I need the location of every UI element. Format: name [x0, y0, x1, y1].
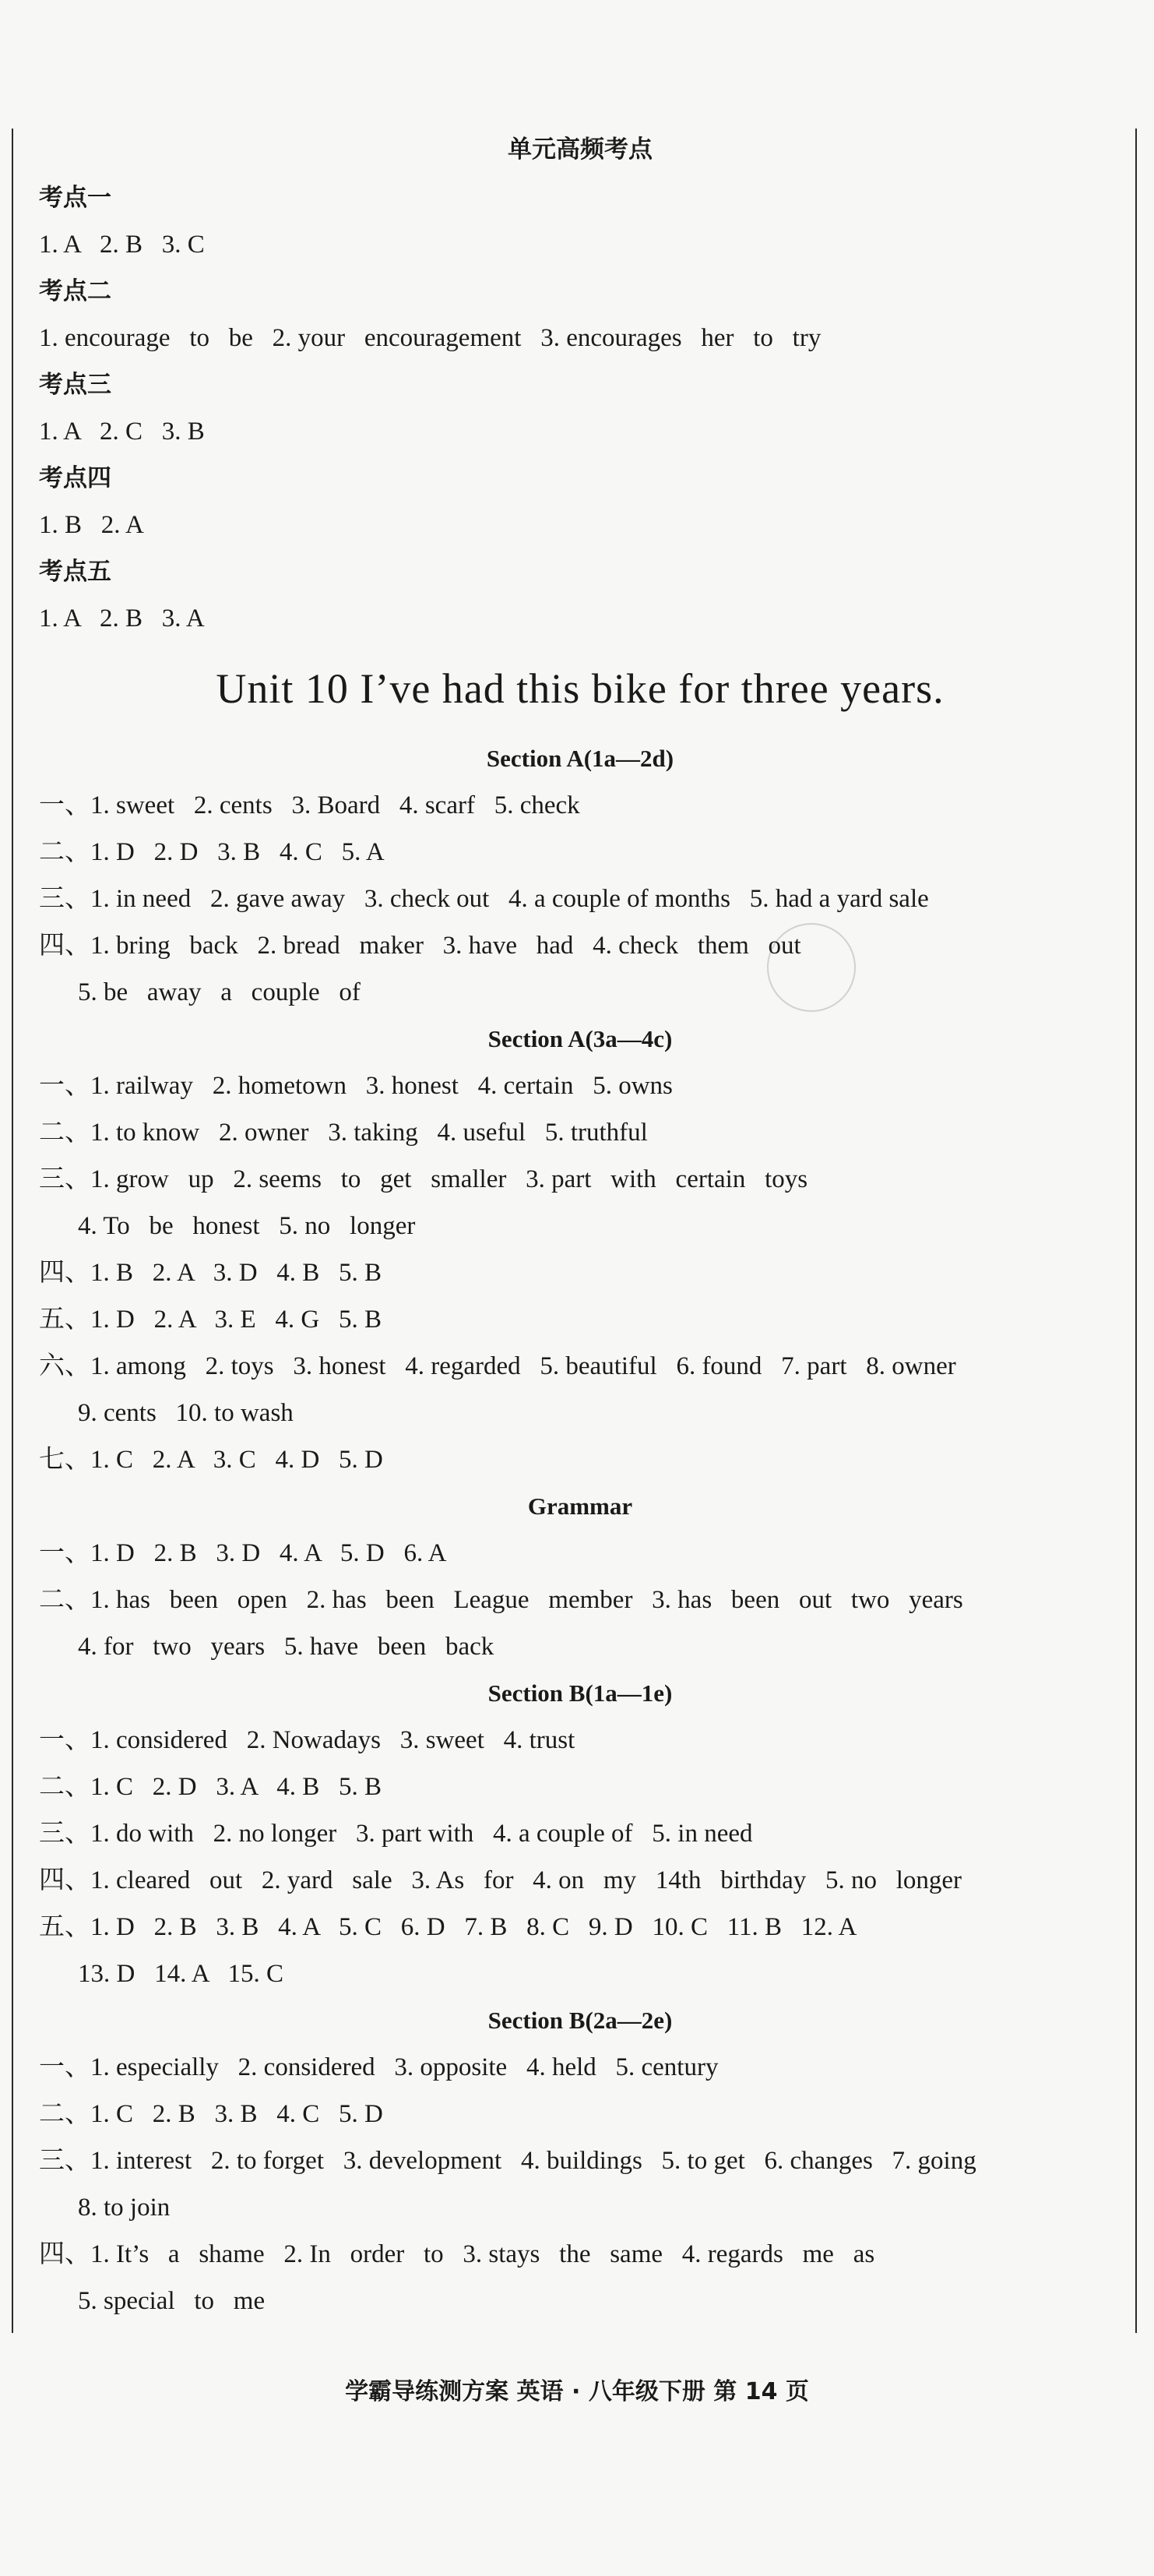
answer-line: 13. D 14. A 15. C [78, 1960, 284, 1988]
answer-line: 二、1. C 2. D 3. A 4. B 5. B [39, 1773, 382, 1801]
answer-line: 三、1. grow up 2. seems to get smaller 3. part with certain toys [39, 1165, 808, 1193]
answer-line: 三、1. do with 2. no longer 3. part with 4. a couple of 5. in need [39, 1820, 753, 1848]
answer-line: 二、1. to know 2. owner 3. taking 4. useful 5. truthful [39, 1119, 648, 1147]
section-title: Grammar [527, 1492, 633, 1520]
section-title: Section B(2a—2e) [487, 2007, 673, 2034]
unit-title: Unit 10 I’ve had this bike for three years. [216, 665, 945, 712]
answer-line: 六、1. among 2. toys 3. honest 4. regarded 5. beautiful 6. found 7. part 8. owner [39, 1352, 956, 1380]
answer-line: 二、1. C 2. B 3. B 4. C 5. D [39, 2100, 383, 2128]
keypoint-label: 考点二 [39, 277, 111, 305]
answer-line: 5. special to me [78, 2287, 266, 2315]
keypoint-label: 考点一 [39, 184, 111, 212]
answer-line: 一、1. railway 2. hometown 3. honest 4. certain 5. owns [39, 1072, 673, 1100]
answer-line: 二、1. has been open 2. has been League member 3. has been out two years [39, 1586, 963, 1614]
answer-line: 4. To be honest 5. no longer [78, 1212, 416, 1240]
answer-line: 七、1. C 2. A 3. C 4. D 5. D [39, 1446, 383, 1474]
right-border-line [1135, 129, 1137, 2333]
answer-line: 9. cents 10. to wash [78, 1399, 294, 1427]
section-title: Section A(3a—4c) [487, 1025, 673, 1052]
answer-line: 一、1. sweet 2. cents 3. Board 4. scarf 5. check [39, 791, 580, 819]
keypoint-answer: 1. B 2. A [39, 511, 144, 539]
answer-line: 四、1. B 2. A 3. D 4. B 5. B [39, 1259, 382, 1287]
unit-keypoints-heading: 单元高频考点 [508, 136, 653, 164]
answer-line: 二、1. D 2. D 3. B 4. C 5. A [39, 838, 385, 866]
keypoint-label: 考点五 [39, 558, 111, 586]
answer-line: 三、1. interest 2. to forget 3. development 4. buildings 5. to get 6. changes 7. going [39, 2147, 976, 2175]
answer-line: 8. to join [78, 2194, 171, 2222]
keypoints-list [39, 174, 1121, 642]
page-footer: 学霸导练测方案 英语 · 八年级下册 第 14 页 [345, 2378, 809, 2405]
section-title: Section A(1a—2d) [486, 745, 674, 772]
answer-line: 5. be away a couple of [78, 978, 361, 1006]
answer-line: 五、1. D 2. B 3. B 4. A 5. C 6. D 7. B 8. C 9. D 10. C 11. B 12. A [39, 1913, 857, 1941]
keypoint-answer: 1. A 2. B 3. A [39, 604, 205, 633]
answer-line: 四、1. bring back 2. bread maker 3. have had 4. check them out [39, 932, 801, 960]
keypoint-answer: 1. A 2. B 3. C [39, 231, 205, 259]
left-border-line [12, 129, 13, 2333]
section-title: Section B(1a—1e) [487, 1679, 673, 1707]
answer-line: 三、1. in need 2. gave away 3. check out 4. a couple of months 5. had a yard sale [39, 885, 929, 913]
answer-line: 四、1. cleared out 2. yard sale 3. As for 4. on my 14th birthday 5. no longer [39, 1866, 962, 1894]
answer-line: 一、1. D 2. B 3. D 4. A 5. D 6. A [39, 1539, 447, 1567]
answer-line: 四、1. It’s a shame 2. In order to 3. stays the same 4. regards me as [39, 2240, 875, 2268]
keypoint-label: 考点三 [39, 371, 111, 399]
answer-line: 一、1. considered 2. Nowadays 3. sweet 4. trust [39, 1726, 575, 1754]
keypoint-label: 考点四 [39, 464, 111, 492]
answer-line: 4. for two years 5. have been back [78, 1633, 494, 1661]
answer-line: 一、1. especially 2. considered 3. opposite 4. held 5. century [39, 2053, 719, 2081]
sections-list [39, 735, 1121, 2324]
answer-content [39, 125, 1121, 2324]
keypoint-answer: 1. encourage to be 2. your encouragement 3. encourages her to try [39, 324, 822, 352]
answer-line: 五、1. D 2. A 3. E 4. G 5. B [39, 1306, 382, 1334]
keypoint-answer: 1. A 2. C 3. B [39, 418, 205, 446]
